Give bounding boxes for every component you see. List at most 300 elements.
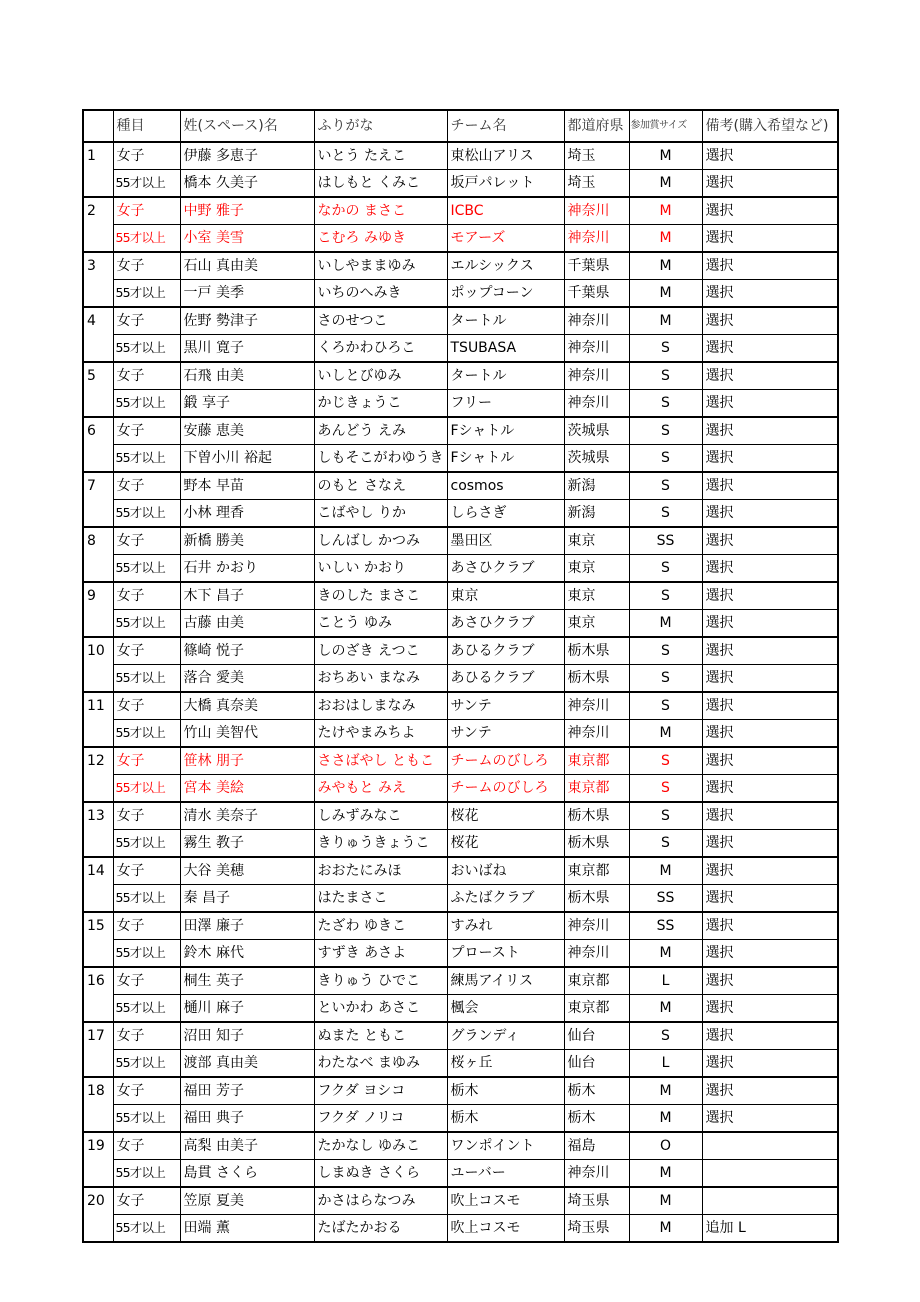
size-cell: S [629, 637, 702, 665]
size-cell: M [629, 170, 702, 198]
table-row [83, 1187, 838, 1215]
category-cell: 55才以上 [113, 775, 180, 803]
note-cell: 選択 [702, 692, 838, 720]
furigana-cell: おおはしまなみ [314, 692, 447, 720]
prefecture-cell: 東京 [564, 610, 629, 638]
prefecture-cell: 神奈川 [564, 720, 629, 748]
prefecture-cell: 福島 [564, 1132, 629, 1160]
category-cell: 女子 [113, 362, 180, 390]
pair-number: 3 [83, 252, 113, 280]
team-name-cell: タートル [447, 362, 564, 390]
player-name-cell: 橋本 久美子 [180, 170, 314, 198]
table-row [83, 940, 838, 968]
team-name-cell: モアーズ [447, 225, 564, 253]
player-name-cell: 石山 真由美 [180, 252, 314, 280]
furigana-cell: たけやまみちよ [314, 720, 447, 748]
furigana-cell: はたまさこ [314, 885, 447, 913]
player-name-cell: 島貫 さくら [180, 1160, 314, 1188]
table-row [83, 637, 838, 665]
category-cell: 55才以上 [113, 1160, 180, 1188]
pair-number [83, 995, 113, 1023]
player-name-cell: 大橋 真奈美 [180, 692, 314, 720]
table-row [83, 802, 838, 830]
furigana-cell: いしい かおり [314, 555, 447, 583]
note-cell: 選択 [702, 885, 838, 913]
team-name-cell: Fシャトル [447, 417, 564, 445]
note-cell: 選択 [702, 142, 838, 170]
prefecture-cell: 埼玉県 [564, 1187, 629, 1215]
furigana-cell: みやもと みえ [314, 775, 447, 803]
category-cell: 55才以上 [113, 445, 180, 473]
note-cell: 選択 [702, 390, 838, 418]
furigana-cell: くろかわひろこ [314, 335, 447, 363]
team-name-cell: あさひクラブ [447, 610, 564, 638]
category-cell: 55才以上 [113, 995, 180, 1023]
prefecture-cell: 千葉県 [564, 280, 629, 308]
table-row [83, 1160, 838, 1188]
pair-number [83, 1050, 113, 1078]
table-row [83, 280, 838, 308]
category-cell: 55才以上 [113, 170, 180, 198]
category-cell: 女子 [113, 1022, 180, 1050]
pair-number [83, 1105, 113, 1133]
size-cell: S [629, 665, 702, 693]
prefecture-cell: 東京都 [564, 857, 629, 885]
team-name-cell: おいばね [447, 857, 564, 885]
player-name-cell: 清水 美奈子 [180, 802, 314, 830]
table-row [83, 252, 838, 280]
furigana-cell: しのざき えつこ [314, 637, 447, 665]
prefecture-cell: 神奈川 [564, 197, 629, 225]
prefecture-cell: 東京 [564, 527, 629, 555]
player-name-cell: 福田 典子 [180, 1105, 314, 1133]
team-name-cell: ふたばクラブ [447, 885, 564, 913]
player-name-cell: 古藤 由美 [180, 610, 314, 638]
furigana-cell: といかわ あさこ [314, 995, 447, 1023]
table-row [83, 720, 838, 748]
prefecture-cell: 東京 [564, 582, 629, 610]
pair-number [83, 445, 113, 473]
furigana-cell: すずき あさよ [314, 940, 447, 968]
note-cell: 選択 [702, 362, 838, 390]
category-cell: 55才以上 [113, 720, 180, 748]
size-cell: L [629, 1050, 702, 1078]
table-row [83, 390, 838, 418]
pair-number [83, 500, 113, 528]
furigana-cell: あんどう えみ [314, 417, 447, 445]
furigana-cell: こむろ みゆき [314, 225, 447, 253]
player-name-cell: 田澤 廉子 [180, 912, 314, 940]
table-row [83, 775, 838, 803]
prefecture-cell: 東京都 [564, 747, 629, 775]
size-cell: S [629, 472, 702, 500]
furigana-cell: ぬまた ともこ [314, 1022, 447, 1050]
size-cell: M [629, 610, 702, 638]
category-cell: 55才以上 [113, 225, 180, 253]
category-cell: 55才以上 [113, 665, 180, 693]
note-cell: 選択 [702, 307, 838, 335]
prefecture-cell: 仙台 [564, 1050, 629, 1078]
note-cell: 選択 [702, 335, 838, 363]
size-cell: M [629, 142, 702, 170]
player-name-cell: 佐野 勢津子 [180, 307, 314, 335]
pair-number [83, 280, 113, 308]
prefecture-cell: 栃木 [564, 1077, 629, 1105]
table-row [83, 912, 838, 940]
note-cell: 選択 [702, 857, 838, 885]
table-row [83, 1077, 838, 1105]
prefecture-cell: 東京 [564, 555, 629, 583]
table-row [83, 197, 838, 225]
note-cell: 選択 [702, 170, 838, 198]
category-cell: 55才以上 [113, 1050, 180, 1078]
category-cell: 女子 [113, 582, 180, 610]
team-name-cell: タートル [447, 307, 564, 335]
category-cell: 女子 [113, 967, 180, 995]
furigana-cell: わたなべ まゆみ [314, 1050, 447, 1078]
player-name-cell: 中野 雅子 [180, 197, 314, 225]
player-name-cell: 安藤 恵美 [180, 417, 314, 445]
prefecture-cell: 神奈川 [564, 225, 629, 253]
team-name-cell: 桜花 [447, 830, 564, 858]
note-cell: 選択 [702, 665, 838, 693]
size-cell: S [629, 775, 702, 803]
header-category: 種目 [113, 110, 180, 142]
table-row [83, 500, 838, 528]
note-cell: 選択 [702, 445, 838, 473]
size-cell: S [629, 417, 702, 445]
pair-number: 17 [83, 1022, 113, 1050]
team-name-cell: あさひクラブ [447, 555, 564, 583]
note-cell: 選択 [702, 995, 838, 1023]
table-row [83, 1022, 838, 1050]
header-prefecture: 都道府県 [564, 110, 629, 142]
furigana-cell: いちのへみき [314, 280, 447, 308]
note-cell: 選択 [702, 555, 838, 583]
table-row [83, 445, 838, 473]
size-cell: M [629, 252, 702, 280]
table-row [83, 417, 838, 445]
furigana-cell: さのせつこ [314, 307, 447, 335]
table-row [83, 1215, 838, 1243]
pair-number [83, 775, 113, 803]
table-row [83, 1132, 838, 1160]
player-name-cell: 篠崎 悦子 [180, 637, 314, 665]
size-cell: S [629, 500, 702, 528]
team-name-cell: 桜花 [447, 802, 564, 830]
player-name-cell: 笹林 朋子 [180, 747, 314, 775]
size-cell: S [629, 1022, 702, 1050]
pair-number [83, 885, 113, 913]
category-cell: 女子 [113, 417, 180, 445]
player-name-cell: 一戸 美季 [180, 280, 314, 308]
prefecture-cell: 茨城県 [564, 445, 629, 473]
furigana-cell: なかの まさこ [314, 197, 447, 225]
category-cell: 55才以上 [113, 610, 180, 638]
note-cell: 選択 [702, 912, 838, 940]
team-name-cell: すみれ [447, 912, 564, 940]
size-cell: S [629, 582, 702, 610]
pair-number: 7 [83, 472, 113, 500]
furigana-cell: いとう たえこ [314, 142, 447, 170]
player-name-cell: 渡部 真由美 [180, 1050, 314, 1078]
furigana-cell: おちあい まなみ [314, 665, 447, 693]
prefecture-cell: 神奈川 [564, 912, 629, 940]
size-cell: M [629, 280, 702, 308]
furigana-cell: しまぬき さくら [314, 1160, 447, 1188]
table-row [83, 362, 838, 390]
team-name-cell: あひるクラブ [447, 637, 564, 665]
pair-number: 1 [83, 142, 113, 170]
pair-number [83, 1215, 113, 1243]
table-row [83, 142, 838, 170]
table-row [83, 747, 838, 775]
team-name-cell: あひるクラブ [447, 665, 564, 693]
note-cell: 追加 L [702, 1215, 838, 1243]
note-cell: 選択 [702, 1105, 838, 1133]
team-name-cell: エルシックス [447, 252, 564, 280]
pair-number [83, 830, 113, 858]
furigana-cell: たかなし ゆみこ [314, 1132, 447, 1160]
header-team: チーム名 [447, 110, 564, 142]
roster-body [83, 142, 838, 1242]
player-name-cell: 落合 愛美 [180, 665, 314, 693]
pair-number [83, 720, 113, 748]
furigana-cell: かさはらなつみ [314, 1187, 447, 1215]
pair-number [83, 225, 113, 253]
pair-number: 19 [83, 1132, 113, 1160]
team-name-cell: フリー [447, 390, 564, 418]
player-name-cell: 伊藤 多恵子 [180, 142, 314, 170]
team-name-cell: チームのびしろ [447, 775, 564, 803]
size-cell: S [629, 390, 702, 418]
note-cell: 選択 [702, 940, 838, 968]
size-cell: S [629, 335, 702, 363]
category-cell: 女子 [113, 472, 180, 500]
table-row [83, 692, 838, 720]
category-cell: 55才以上 [113, 500, 180, 528]
size-cell: M [629, 1077, 702, 1105]
team-name-cell: cosmos [447, 472, 564, 500]
team-name-cell: しらさぎ [447, 500, 564, 528]
player-name-cell: 黒川 寛子 [180, 335, 314, 363]
size-cell: M [629, 857, 702, 885]
category-cell: 女子 [113, 1077, 180, 1105]
pair-number: 16 [83, 967, 113, 995]
furigana-cell: はしもと くみこ [314, 170, 447, 198]
table-row [83, 610, 838, 638]
furigana-cell: しもそこがわゆうき [314, 445, 447, 473]
furigana-cell: かじきょうこ [314, 390, 447, 418]
table-row [83, 472, 838, 500]
player-name-cell: 大谷 美穂 [180, 857, 314, 885]
prefecture-cell: 東京都 [564, 995, 629, 1023]
table-row [83, 335, 838, 363]
size-cell: M [629, 307, 702, 335]
category-cell: 女子 [113, 637, 180, 665]
prefecture-cell: 仙台 [564, 1022, 629, 1050]
player-name-cell: 田端 薫 [180, 1215, 314, 1243]
pair-number [83, 555, 113, 583]
prefecture-cell: 東京都 [564, 967, 629, 995]
header-note: 備考(購入希望など) [702, 110, 838, 142]
size-cell: M [629, 940, 702, 968]
category-cell: 55才以上 [113, 280, 180, 308]
size-cell: S [629, 747, 702, 775]
pair-number: 2 [83, 197, 113, 225]
furigana-cell: フクダ ノリコ [314, 1105, 447, 1133]
prefecture-cell: 神奈川 [564, 940, 629, 968]
team-name-cell: Fシャトル [447, 445, 564, 473]
note-cell: 選択 [702, 500, 838, 528]
team-name-cell: 練馬アイリス [447, 967, 564, 995]
prefecture-cell: 栃木県 [564, 802, 629, 830]
team-name-cell: ポップコーン [447, 280, 564, 308]
player-name-cell: 小室 美雪 [180, 225, 314, 253]
note-cell: 選択 [702, 472, 838, 500]
size-cell: M [629, 1187, 702, 1215]
table-row [83, 995, 838, 1023]
note-cell: 選択 [702, 775, 838, 803]
size-cell: O [629, 1132, 702, 1160]
size-cell: M [629, 720, 702, 748]
prefecture-cell: 栃木県 [564, 885, 629, 913]
category-cell: 55才以上 [113, 940, 180, 968]
pair-number: 4 [83, 307, 113, 335]
player-name-cell: 宮本 美絵 [180, 775, 314, 803]
team-name-cell: グランディ [447, 1022, 564, 1050]
note-cell: 選択 [702, 610, 838, 638]
player-name-cell: 高梨 由美子 [180, 1132, 314, 1160]
category-cell: 女子 [113, 857, 180, 885]
furigana-cell: しみずみなこ [314, 802, 447, 830]
category-cell: 女子 [113, 197, 180, 225]
team-name-cell: 吹上コスモ [447, 1187, 564, 1215]
note-cell: 選択 [702, 225, 838, 253]
category-cell: 女子 [113, 142, 180, 170]
pair-number: 18 [83, 1077, 113, 1105]
team-name-cell: 坂戸パレット [447, 170, 564, 198]
pair-number: 12 [83, 747, 113, 775]
player-name-cell: 樋川 麻子 [180, 995, 314, 1023]
team-name-cell: 栃木 [447, 1105, 564, 1133]
table-row [83, 170, 838, 198]
prefecture-cell: 東京都 [564, 775, 629, 803]
furigana-cell: きのした まさこ [314, 582, 447, 610]
prefecture-cell: 栃木県 [564, 830, 629, 858]
header-no [83, 110, 113, 142]
pair-number: 13 [83, 802, 113, 830]
header-size: 参加賞サイズ [629, 110, 702, 142]
team-name-cell: 楓会 [447, 995, 564, 1023]
table-row [83, 225, 838, 253]
team-name-cell: ICBC [447, 197, 564, 225]
note-cell [702, 1187, 838, 1215]
table-row [83, 555, 838, 583]
furigana-cell: いしやままゆみ [314, 252, 447, 280]
player-name-cell: 笠原 夏美 [180, 1187, 314, 1215]
category-cell: 55才以上 [113, 830, 180, 858]
category-cell: 55才以上 [113, 555, 180, 583]
furigana-cell: ことう ゆみ [314, 610, 447, 638]
player-name-cell: 鍛 享子 [180, 390, 314, 418]
prefecture-cell: 埼玉 [564, 142, 629, 170]
table-row [83, 857, 838, 885]
player-name-cell: 石井 かおり [180, 555, 314, 583]
player-name-cell: 沼田 知子 [180, 1022, 314, 1050]
size-cell: M [629, 1105, 702, 1133]
player-name-cell: 新橋 勝美 [180, 527, 314, 555]
note-cell: 選択 [702, 747, 838, 775]
category-cell: 女子 [113, 747, 180, 775]
prefecture-cell: 埼玉 [564, 170, 629, 198]
header-kana: ふりがな [314, 110, 447, 142]
category-cell: 55才以上 [113, 1215, 180, 1243]
player-name-cell: 鈴木 麻代 [180, 940, 314, 968]
note-cell: 選択 [702, 637, 838, 665]
category-cell: 55才以上 [113, 1105, 180, 1133]
note-cell: 選択 [702, 280, 838, 308]
team-name-cell: 栃木 [447, 1077, 564, 1105]
note-cell: 選択 [702, 197, 838, 225]
prefecture-cell: 神奈川 [564, 362, 629, 390]
furigana-cell: いしとびゆみ [314, 362, 447, 390]
team-name-cell: 東京 [447, 582, 564, 610]
pair-number [83, 1160, 113, 1188]
size-cell: M [629, 1215, 702, 1243]
note-cell: 選択 [702, 417, 838, 445]
pair-number: 8 [83, 527, 113, 555]
category-cell: 女子 [113, 527, 180, 555]
category-cell: 55才以上 [113, 390, 180, 418]
category-cell: 女子 [113, 912, 180, 940]
prefecture-cell: 茨城県 [564, 417, 629, 445]
prefecture-cell: 栃木県 [564, 637, 629, 665]
table-row [83, 307, 838, 335]
team-name-cell: 墨田区 [447, 527, 564, 555]
size-cell: S [629, 445, 702, 473]
pair-number: 6 [83, 417, 113, 445]
team-name-cell: サンテ [447, 720, 564, 748]
note-cell: 選択 [702, 527, 838, 555]
team-name-cell: 東松山アリス [447, 142, 564, 170]
player-name-cell: 竹山 美智代 [180, 720, 314, 748]
team-name-cell: 吹上コスモ [447, 1215, 564, 1243]
furigana-cell: のもと さなえ [314, 472, 447, 500]
table-row [83, 582, 838, 610]
pair-number [83, 170, 113, 198]
note-cell: 選択 [702, 720, 838, 748]
player-name-cell: 石飛 由美 [180, 362, 314, 390]
pair-number [83, 665, 113, 693]
furigana-cell: きりゅう ひでこ [314, 967, 447, 995]
team-name-cell: 桜ヶ丘 [447, 1050, 564, 1078]
size-cell: L [629, 967, 702, 995]
furigana-cell: おおたにみほ [314, 857, 447, 885]
table-row [83, 527, 838, 555]
prefecture-cell: 栃木県 [564, 665, 629, 693]
table-row [83, 885, 838, 913]
table-row [83, 1105, 838, 1133]
category-cell: 女子 [113, 307, 180, 335]
note-cell [702, 1160, 838, 1188]
player-name-cell: 福田 芳子 [180, 1077, 314, 1105]
category-cell: 女子 [113, 802, 180, 830]
prefecture-cell: 新潟 [564, 500, 629, 528]
player-name-cell: 小林 理香 [180, 500, 314, 528]
category-cell: 55才以上 [113, 335, 180, 363]
size-cell: SS [629, 912, 702, 940]
